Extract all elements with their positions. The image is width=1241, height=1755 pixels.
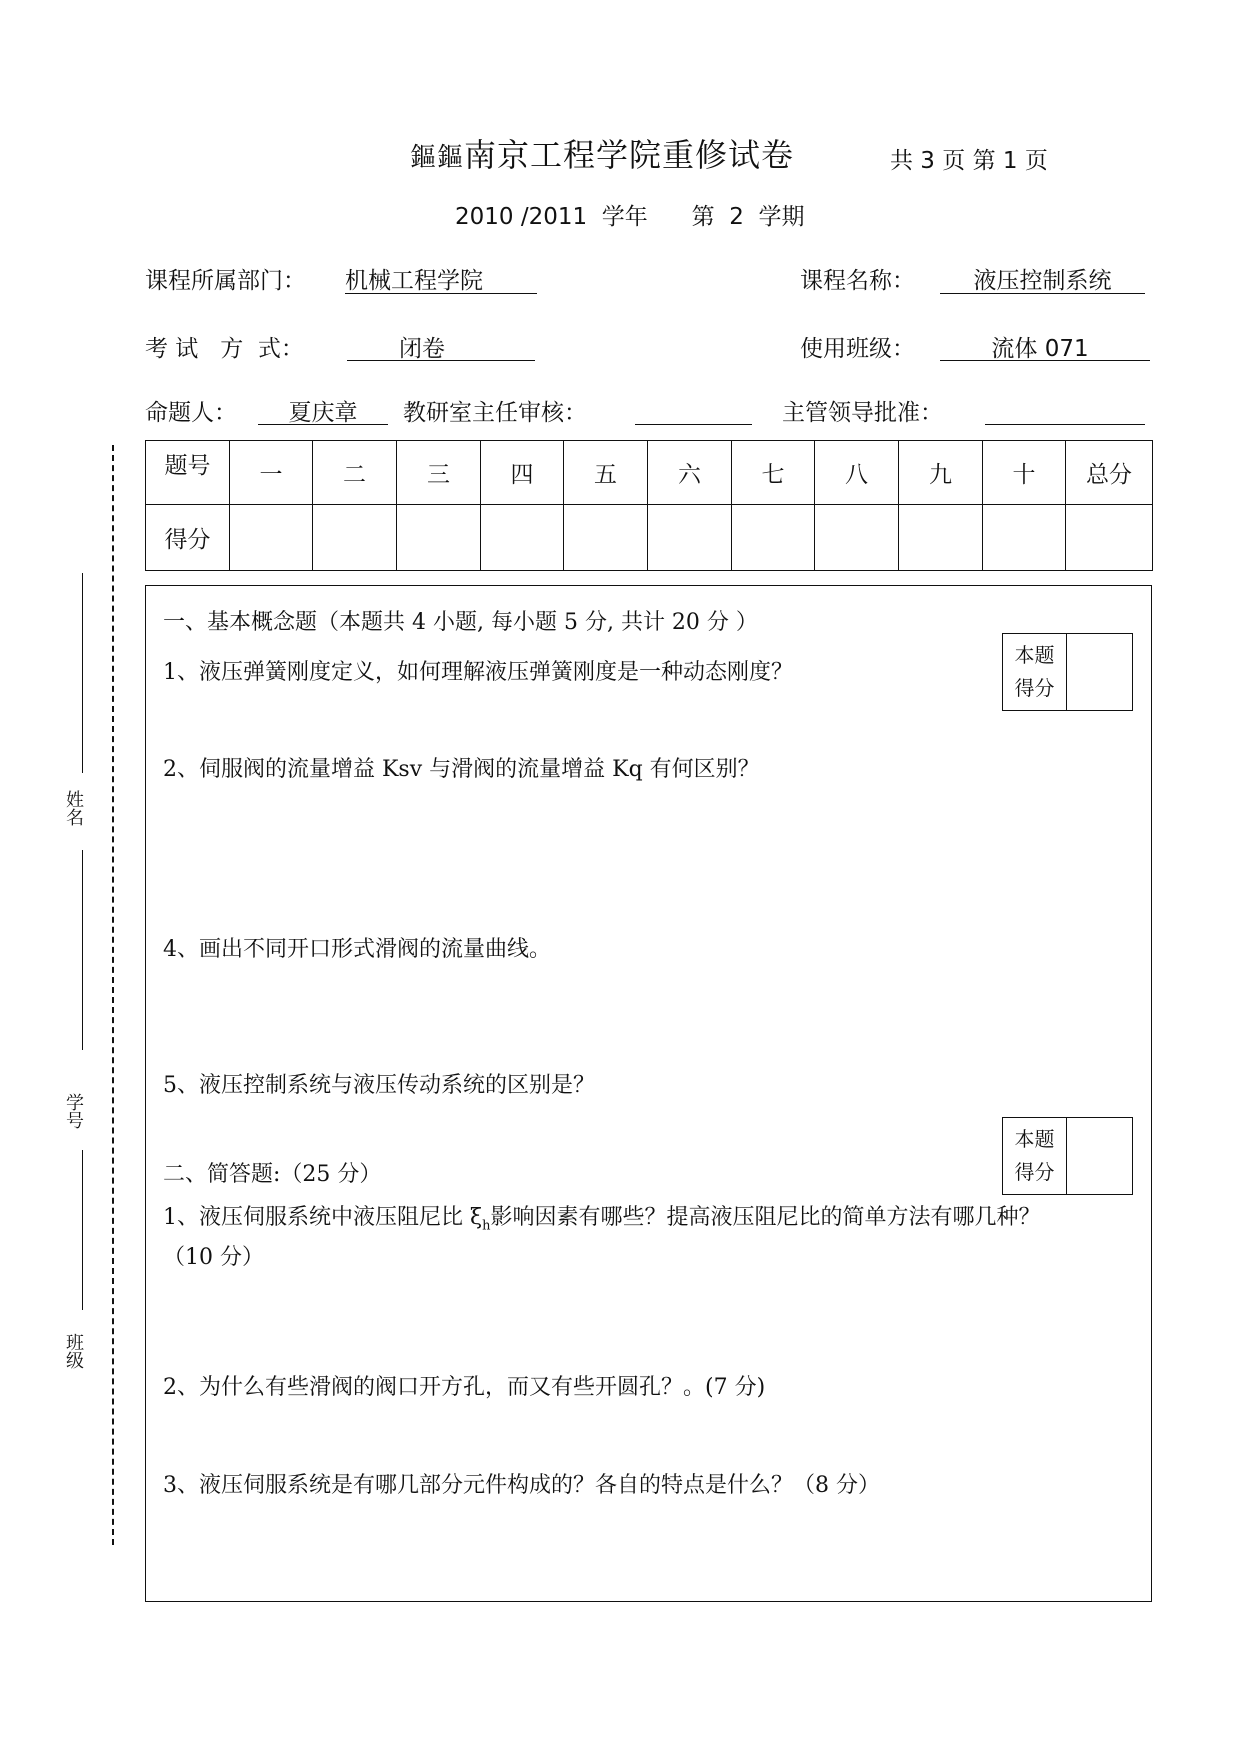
section1-q5: 5、液压控制系统与液压传动系统的区别是？ — [163, 1073, 595, 1098]
page-info: 共 3 页 第 1 页 — [890, 148, 1048, 174]
course-label: 课程名称： — [800, 268, 915, 294]
score-table — [145, 440, 1153, 571]
col-header: 六 — [648, 441, 732, 505]
score-cell — [983, 505, 1066, 571]
binding-dashed-line — [112, 445, 114, 1545]
section2-q2: 2、为什么有些滑阀的阀口开方孔，而又有些开圆孔？。(7 分) — [163, 1375, 766, 1400]
col-header: 五 — [564, 441, 648, 505]
score-table-score-row — [146, 505, 1153, 571]
col-header-total: 总分 — [1066, 441, 1153, 505]
section1-q1: 1、液压弹簧刚度定义，如何理解液压弹簧刚度是一种动态刚度？ — [163, 660, 793, 685]
row-label-score: 得分 — [146, 505, 230, 571]
score-cell — [732, 505, 815, 571]
exam-mode-value: 闭卷 — [399, 336, 445, 362]
score-box-line2: 得分 — [1014, 676, 1055, 700]
exam-mode-label: 考 试 方 式： — [145, 336, 304, 362]
author-label: 命题人： — [145, 400, 237, 426]
score-box-label — [1003, 1118, 1067, 1194]
score-cell — [648, 505, 732, 571]
review-underline — [635, 424, 752, 425]
score-cell — [899, 505, 983, 571]
section2-q1 — [163, 1200, 1041, 1233]
score-box-line1: 本题 — [1014, 1127, 1055, 1151]
score-cell — [397, 505, 481, 571]
section2-q1-part2: 影响因素有哪些？提高液压阻尼比的简单方法有哪几种？ — [490, 1205, 1041, 1230]
score-cell-total — [1066, 505, 1153, 571]
section2-score-box — [1002, 1117, 1133, 1195]
dept-label: 课程所属部门： — [145, 268, 306, 294]
approve-label: 主管领导批准： — [782, 400, 943, 426]
class-label: 使用班级： — [800, 336, 915, 362]
score-cell — [481, 505, 564, 571]
col-header: 七 — [732, 441, 815, 505]
review-label: 教研室主任审核： — [403, 400, 587, 426]
section1-score-box — [1002, 633, 1133, 711]
class-value: 流体 071 — [991, 336, 1089, 362]
section2-q3: 3、液压伺服系统是有哪几部分元件构成的？各自的特点是什么？（8 分） — [163, 1473, 880, 1498]
section2-heading: 二、简答题:（25 分） — [163, 1162, 382, 1187]
name-label: 姓名 — [63, 790, 84, 826]
col-header: 四 — [481, 441, 564, 505]
score-box-line1: 本题 — [1014, 643, 1055, 667]
score-cell — [313, 505, 397, 571]
id-fill-line — [82, 1150, 83, 1310]
col-header: 三 — [397, 441, 481, 505]
student-id-label: 学号 — [63, 1093, 84, 1129]
score-box-line2: 得分 — [1014, 1160, 1055, 1184]
col-header: 十 — [983, 441, 1066, 505]
approve-underline — [985, 424, 1145, 425]
course-value: 液压控制系统 — [973, 268, 1112, 294]
section2-q1-line2: （10 分） — [163, 1245, 264, 1270]
academic-year: 2010 /2011 学年 第 2 学期 — [455, 204, 805, 230]
score-cell — [815, 505, 899, 571]
col-header: 九 — [899, 441, 983, 505]
dept-value: 机械工程学院 — [345, 268, 483, 294]
score-cell — [564, 505, 648, 571]
score-cell — [230, 505, 313, 571]
title-text: 南京工程学院重修试卷 — [464, 136, 795, 174]
row-label-question-no: 题号 — [146, 441, 230, 505]
garbled-prefix: 鏂鏂 — [410, 143, 465, 173]
score-table-header-row — [146, 441, 1153, 505]
section2-q1-subscript: h — [482, 1218, 491, 1234]
author-value: 夏庆章 — [288, 400, 358, 426]
exam-title — [410, 130, 794, 176]
name-fill-line-upper — [82, 573, 83, 773]
col-header: 二 — [313, 441, 397, 505]
col-header: 一 — [230, 441, 313, 505]
section1-heading: 一、基本概念题（本题共 4 小题, 每小题 5 分, 共计 20 分 ） — [163, 610, 758, 635]
section2-q1-part1: 1、液压伺服系统中液压阻尼比 ξ — [163, 1205, 483, 1230]
section1-q2: 2、伺服阀的流量增益 Ksv 与滑阀的流量增益 Kq 有何区别？ — [163, 757, 760, 782]
class-fill-label: 班级 — [63, 1333, 84, 1369]
score-box-label — [1003, 634, 1067, 710]
name-fill-line-lower — [82, 850, 83, 1050]
section1-q4: 4、画出不同开口形式滑阀的流量曲线。 — [163, 937, 551, 962]
col-header: 八 — [815, 441, 899, 505]
